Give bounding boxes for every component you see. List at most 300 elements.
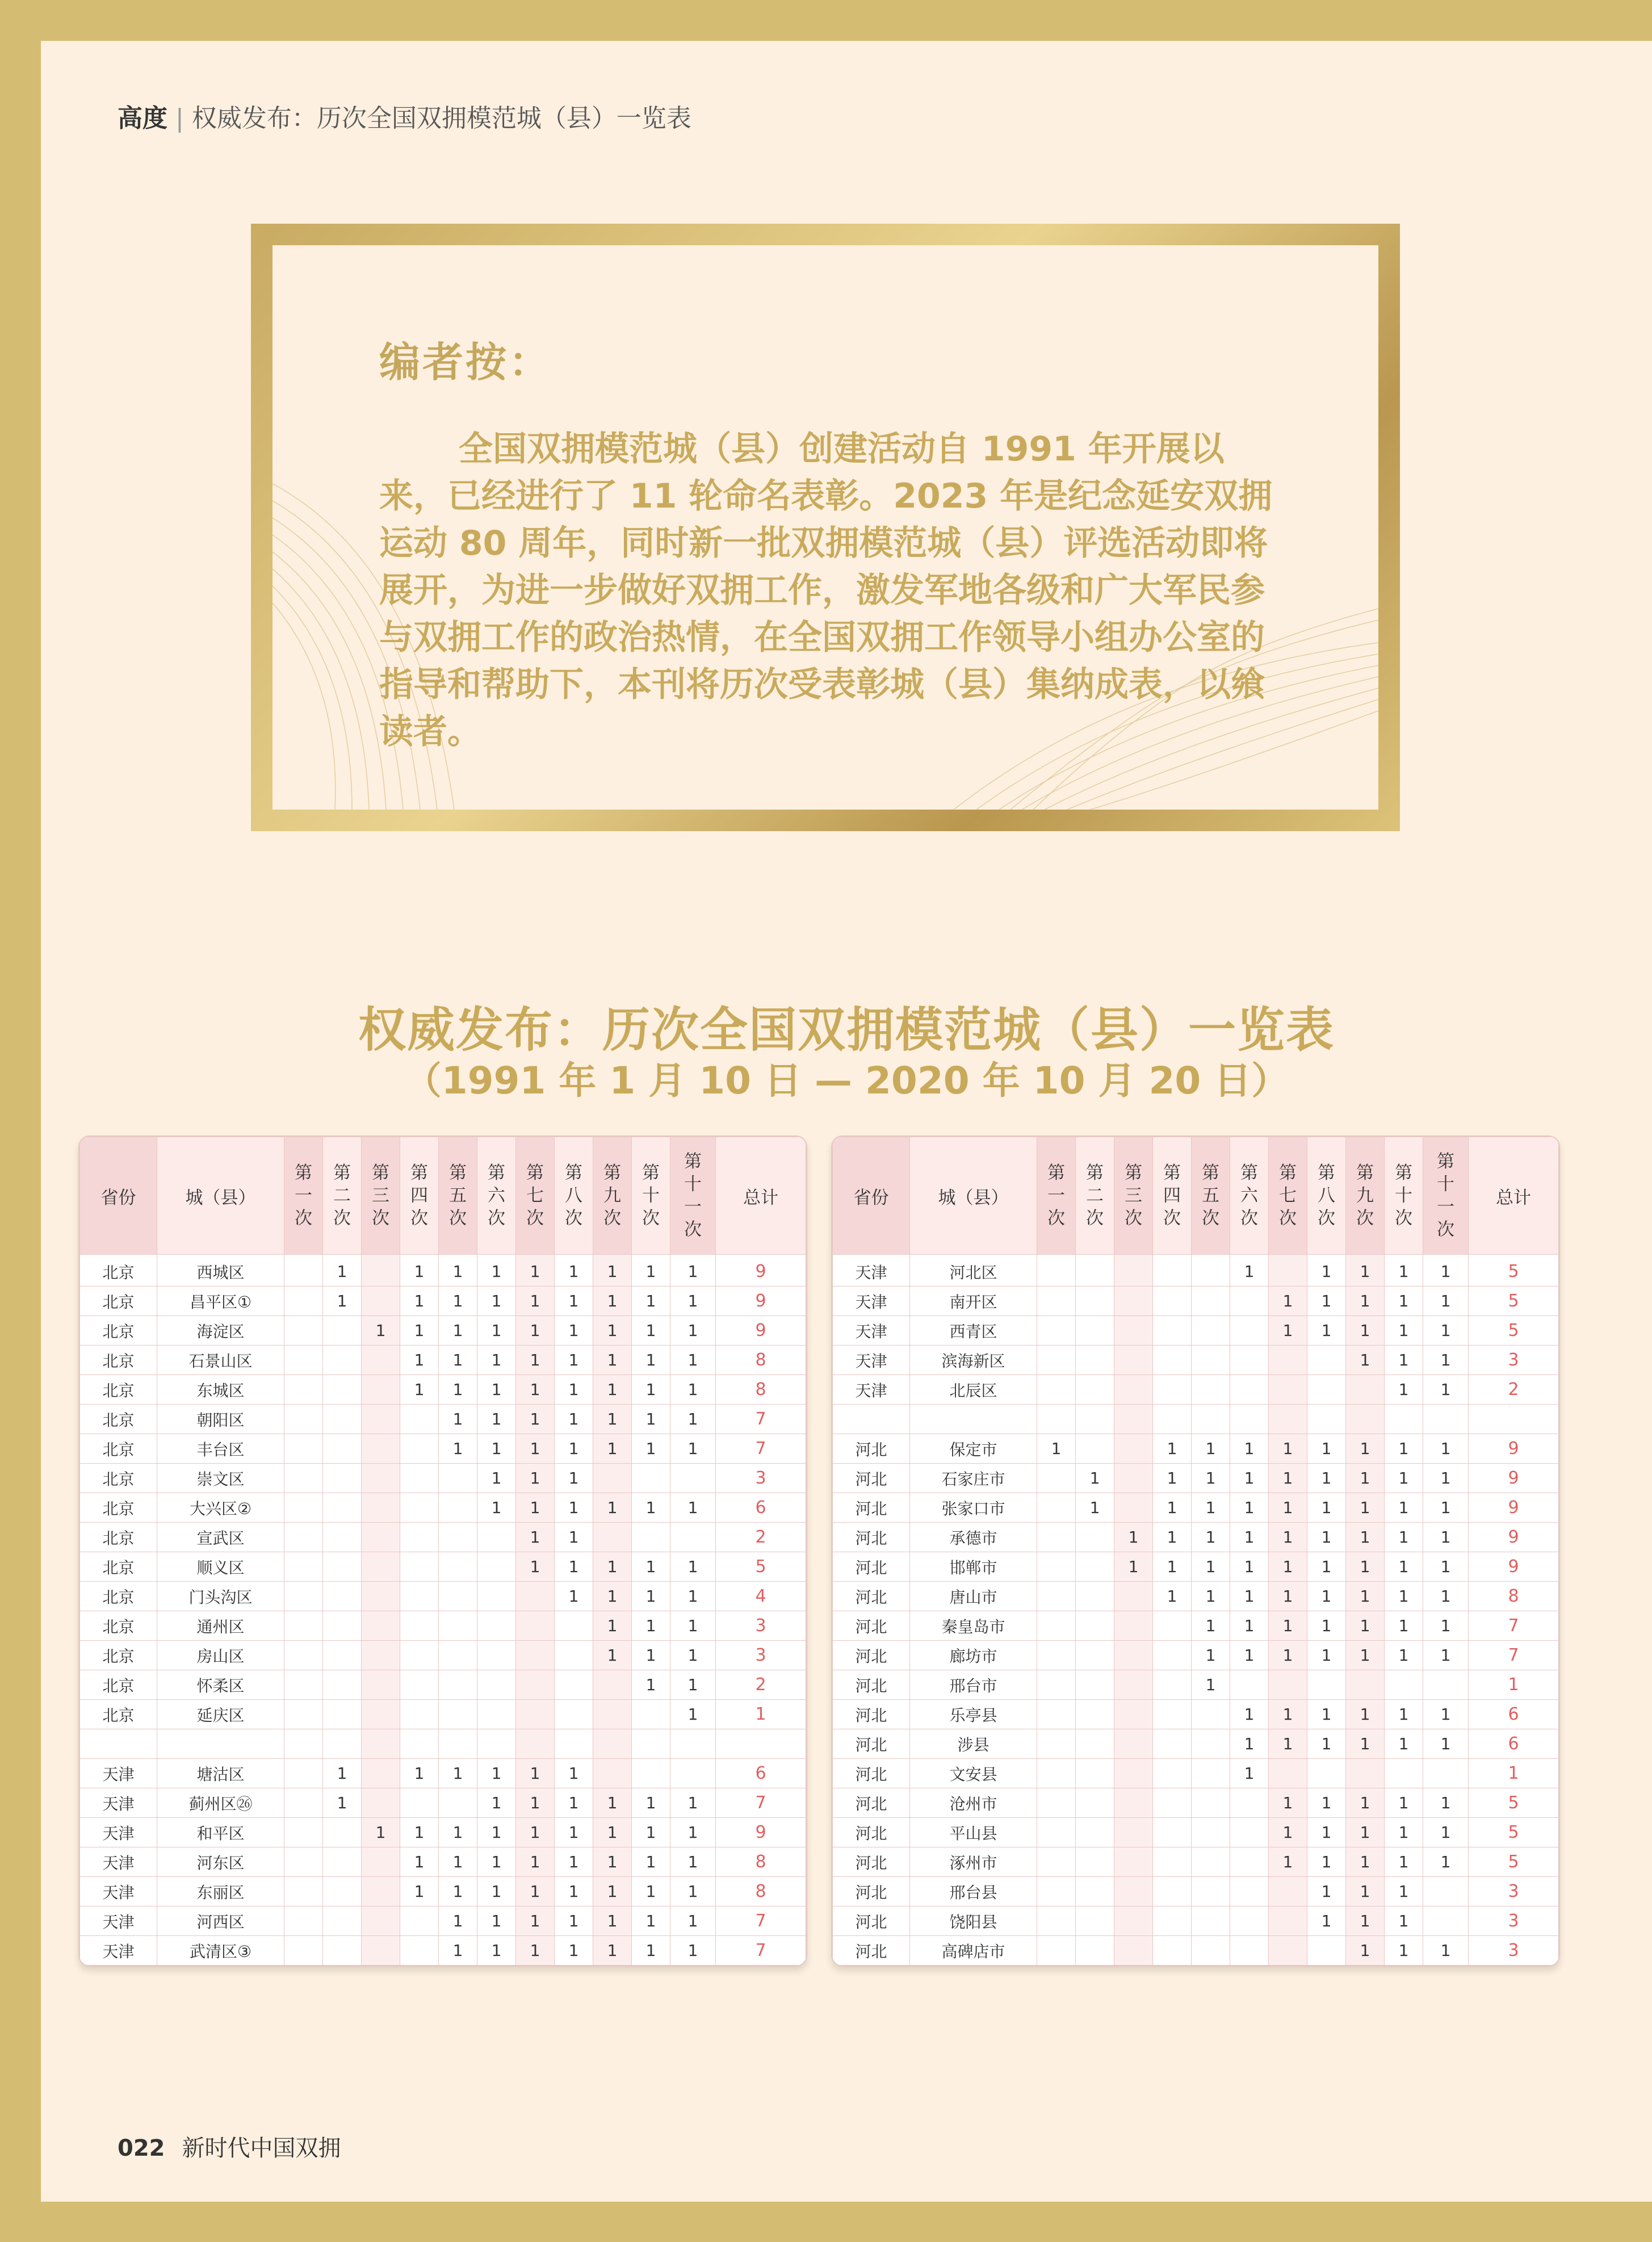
- cell-round-7: 1: [1269, 1847, 1307, 1877]
- cell-round-10: 1: [1385, 1316, 1423, 1346]
- cell-round-3: [362, 1493, 400, 1523]
- cell-round-6: 1: [477, 1759, 516, 1788]
- table-row: [80, 1552, 806, 1582]
- cell-round-7: 1: [1269, 1493, 1307, 1523]
- table-row: [833, 1611, 1559, 1641]
- cell-province: 天津: [80, 1788, 157, 1818]
- cell-province: 河北: [833, 1877, 910, 1906]
- cell-round-10: 1: [632, 1582, 670, 1611]
- cell-round-11: 1: [1423, 1818, 1469, 1847]
- cell-round-9: 1: [593, 1582, 632, 1611]
- cell-round-8: 1: [555, 1434, 593, 1464]
- header-round-9: 第九次: [1346, 1137, 1385, 1255]
- cell-round-7: 1: [516, 1847, 555, 1877]
- cell-round-2: [1076, 1611, 1114, 1641]
- cell-round-9: 1: [1346, 1906, 1385, 1936]
- cell-round-5: [1192, 1375, 1230, 1405]
- cell-round-4: 1: [400, 1375, 439, 1405]
- cell-round-8: [555, 1729, 593, 1759]
- cell-round-8: 1: [1307, 1906, 1346, 1936]
- cell-round-8: 1: [1307, 1729, 1346, 1759]
- cell-round-8: 1: [555, 1346, 593, 1375]
- cell-round-4: [1153, 1255, 1192, 1286]
- cell-round-11: 1: [1423, 1434, 1469, 1464]
- cell-round-3: 1: [1114, 1552, 1153, 1582]
- cell-city: 北辰区: [910, 1375, 1037, 1405]
- cell-round-6: 1: [1230, 1759, 1269, 1788]
- cell-total: 5: [716, 1552, 806, 1582]
- cell-round-3: [362, 1405, 400, 1434]
- cell-province: 天津: [80, 1936, 157, 1966]
- cell-round-5: [439, 1700, 477, 1729]
- cell-round-1: [284, 1346, 323, 1375]
- cell-round-4: [1153, 1641, 1192, 1670]
- header-round-1: 第一次: [284, 1137, 323, 1255]
- cell-round-8: 1: [555, 1877, 593, 1906]
- cell-round-11: [670, 1759, 716, 1788]
- cell-round-4: [400, 1641, 439, 1670]
- cell-round-3: [1114, 1493, 1153, 1523]
- cell-city: 海淀区: [157, 1316, 284, 1346]
- cell-round-3: [362, 1788, 400, 1818]
- cell-round-1: [1037, 1464, 1076, 1493]
- header-round-10: 第十次: [632, 1137, 670, 1255]
- page: [41, 41, 1652, 2202]
- cell-round-3: [1114, 1818, 1153, 1847]
- cell-province: [80, 1729, 157, 1759]
- cell-round-5: [439, 1464, 477, 1493]
- cell-total: 3: [1469, 1936, 1559, 1966]
- cell-round-11: 1: [670, 1405, 716, 1434]
- cell-round-8: 1: [1307, 1818, 1346, 1847]
- header-round-5: 第五次: [1192, 1137, 1230, 1255]
- cell-round-4: [400, 1729, 439, 1759]
- cell-round-2: [323, 1936, 362, 1966]
- cell-round-2: [1076, 1255, 1114, 1286]
- cell-round-7: 1: [516, 1464, 555, 1493]
- cell-round-1: [284, 1493, 323, 1523]
- cell-province: 河北: [833, 1936, 910, 1966]
- cell-round-8: [555, 1700, 593, 1729]
- cell-round-3: [1114, 1700, 1153, 1729]
- cell-round-4: [400, 1464, 439, 1493]
- cell-round-7: 1: [516, 1818, 555, 1847]
- cell-round-7: [1269, 1906, 1307, 1936]
- cell-city: 沧州市: [910, 1788, 1037, 1818]
- cell-round-7: 1: [516, 1375, 555, 1405]
- cell-round-1: [1037, 1552, 1076, 1582]
- cell-round-9: 1: [1346, 1818, 1385, 1847]
- cell-round-2: [1076, 1906, 1114, 1936]
- cell-total: [716, 1729, 806, 1759]
- cell-round-10: 1: [632, 1906, 670, 1936]
- cell-round-8: 1: [1307, 1464, 1346, 1493]
- cell-round-4: [400, 1582, 439, 1611]
- cell-round-10: 1: [632, 1375, 670, 1405]
- cell-round-6: 1: [477, 1286, 516, 1316]
- cell-round-4: [400, 1405, 439, 1434]
- cell-round-1: [284, 1788, 323, 1818]
- cell-round-10: [1385, 1670, 1423, 1700]
- cell-round-10: 1: [1385, 1493, 1423, 1523]
- cell-round-4: [1153, 1729, 1192, 1759]
- cell-total: 5: [1469, 1818, 1559, 1847]
- cell-round-11: 1: [1423, 1847, 1469, 1877]
- cell-round-6: 1: [477, 1255, 516, 1286]
- cell-round-3: [362, 1611, 400, 1641]
- cell-round-7: [516, 1641, 555, 1670]
- cell-round-6: [477, 1670, 516, 1700]
- cell-round-2: 1: [1076, 1493, 1114, 1523]
- cell-round-10: 1: [1385, 1286, 1423, 1316]
- cell-round-2: [1076, 1818, 1114, 1847]
- cell-round-4: 1: [400, 1877, 439, 1906]
- header-round-11: 第十一次: [670, 1137, 716, 1255]
- cell-province: 天津: [833, 1346, 910, 1375]
- cell-round-2: [1076, 1729, 1114, 1759]
- cell-round-3: [362, 1255, 400, 1286]
- cell-round-8: [555, 1611, 593, 1641]
- cell-province: 天津: [80, 1906, 157, 1936]
- table-row: [80, 1286, 806, 1316]
- cell-total: 7: [1469, 1641, 1559, 1670]
- cell-round-2: [323, 1611, 362, 1641]
- cell-total: 5: [1469, 1316, 1559, 1346]
- cell-city: 门头沟区: [157, 1582, 284, 1611]
- cell-province: 北京: [80, 1405, 157, 1434]
- cell-city: 丰台区: [157, 1434, 284, 1464]
- cell-round-3: [362, 1759, 400, 1788]
- cell-round-9: 1: [1346, 1641, 1385, 1670]
- cell-round-5: [1192, 1936, 1230, 1966]
- cell-round-5: 1: [1192, 1523, 1230, 1552]
- page-header: [118, 98, 691, 134]
- cell-round-1: [1037, 1523, 1076, 1552]
- cell-total: 7: [716, 1906, 806, 1936]
- cell-province: 天津: [80, 1818, 157, 1847]
- cell-round-1: [1037, 1405, 1076, 1434]
- cell-round-5: [439, 1582, 477, 1611]
- cell-round-3: [1114, 1936, 1153, 1966]
- cell-round-11: [1423, 1405, 1469, 1434]
- cell-round-11: [1423, 1670, 1469, 1700]
- cell-round-8: 1: [555, 1286, 593, 1316]
- cell-round-3: 1: [362, 1316, 400, 1346]
- table-row: [80, 1493, 806, 1523]
- cell-round-2: [323, 1818, 362, 1847]
- cell-round-6: [1230, 1906, 1269, 1936]
- cell-round-6: [1230, 1847, 1269, 1877]
- cell-round-5: [1192, 1316, 1230, 1346]
- cell-round-4: [400, 1523, 439, 1552]
- cell-round-4: 1: [1153, 1493, 1192, 1523]
- cell-round-2: [323, 1523, 362, 1552]
- cell-round-7: 1: [516, 1906, 555, 1936]
- editor-note-panel: [272, 245, 1378, 810]
- cell-round-10: 1: [1385, 1641, 1423, 1670]
- cell-round-2: [323, 1729, 362, 1759]
- cell-round-2: [323, 1641, 362, 1670]
- header-separator: |: [175, 104, 184, 133]
- cell-round-3: [362, 1523, 400, 1552]
- cell-total: 1: [1469, 1759, 1559, 1788]
- header-round-7: 第七次: [1269, 1137, 1307, 1255]
- cell-round-1: [284, 1375, 323, 1405]
- cell-round-7: 1: [516, 1255, 555, 1286]
- cell-round-8: [1307, 1759, 1346, 1788]
- cell-round-8: 1: [555, 1493, 593, 1523]
- cell-round-11: 1: [1423, 1729, 1469, 1759]
- cell-round-4: 1: [400, 1286, 439, 1316]
- cell-round-1: [1037, 1493, 1076, 1523]
- cell-round-8: 1: [555, 1405, 593, 1434]
- table-row: [833, 1670, 1559, 1700]
- cell-round-8: [1307, 1375, 1346, 1405]
- cell-round-2: [323, 1670, 362, 1700]
- cell-round-10: 1: [632, 1936, 670, 1966]
- table-body: [80, 1255, 806, 1966]
- cell-round-6: 1: [477, 1906, 516, 1936]
- cell-round-11: 1: [670, 1552, 716, 1582]
- table-row: [80, 1641, 806, 1670]
- cell-round-10: 1: [1385, 1729, 1423, 1759]
- cell-round-3: [1114, 1759, 1153, 1788]
- cell-round-3: [1114, 1346, 1153, 1375]
- cell-round-10: 1: [1385, 1346, 1423, 1375]
- header-round-8: 第八次: [1307, 1137, 1346, 1255]
- cell-total: 9: [1469, 1434, 1559, 1464]
- cell-round-8: 1: [1307, 1582, 1346, 1611]
- cell-city: 秦皇岛市: [910, 1611, 1037, 1641]
- cell-total: 1: [716, 1700, 806, 1729]
- cell-round-11: [1423, 1877, 1469, 1906]
- cell-round-10: [632, 1523, 670, 1552]
- cell-round-5: 1: [439, 1818, 477, 1847]
- cell-total: 7: [716, 1788, 806, 1818]
- cell-province: 天津: [80, 1847, 157, 1877]
- cell-round-8: 1: [1307, 1552, 1346, 1582]
- table-row: [80, 1788, 806, 1818]
- cell-round-7: 1: [1269, 1552, 1307, 1582]
- cell-round-5: 1: [439, 1847, 477, 1877]
- cell-round-3: [362, 1641, 400, 1670]
- cell-round-6: 1: [477, 1877, 516, 1906]
- cell-round-6: 1: [477, 1936, 516, 1966]
- cell-round-9: 1: [1346, 1936, 1385, 1966]
- cell-round-5: 1: [439, 1906, 477, 1936]
- table-row: [80, 1877, 806, 1906]
- table-row: [833, 1700, 1559, 1729]
- table-row: [833, 1493, 1559, 1523]
- cell-round-11: 1: [670, 1936, 716, 1966]
- cell-round-7: 1: [1269, 1788, 1307, 1818]
- cell-round-4: [400, 1552, 439, 1582]
- cell-round-10: 1: [632, 1877, 670, 1906]
- cell-round-5: [1192, 1788, 1230, 1818]
- cell-round-11: 1: [670, 1670, 716, 1700]
- table-row: [80, 1670, 806, 1700]
- cell-province: 天津: [833, 1255, 910, 1286]
- cell-total: 3: [1469, 1906, 1559, 1936]
- table-row: [833, 1818, 1559, 1847]
- cell-province: 河北: [833, 1611, 910, 1641]
- cell-round-11: 1: [1423, 1493, 1469, 1523]
- table-row: [833, 1552, 1559, 1582]
- table-row: [80, 1346, 806, 1375]
- cell-round-4: [1153, 1670, 1192, 1700]
- cell-round-7: [1269, 1405, 1307, 1434]
- cell-round-1: [284, 1611, 323, 1641]
- cell-round-1: [1037, 1877, 1076, 1906]
- header-title: 权威发布：历次全国双拥模范城（县）一览表: [191, 104, 691, 133]
- cell-total: 8: [1469, 1582, 1559, 1611]
- table-date-range: （1991 年 1 月 10 日 — 2020 年 10 月 20 日）: [404, 1059, 1289, 1103]
- cell-province: 北京: [80, 1611, 157, 1641]
- cell-round-3: [1114, 1670, 1153, 1700]
- cell-round-11: 1: [670, 1286, 716, 1316]
- cell-round-7: 1: [1269, 1582, 1307, 1611]
- header-round-2: 第二次: [323, 1137, 362, 1255]
- cell-round-6: 1: [1230, 1552, 1269, 1582]
- cell-round-7: [516, 1582, 555, 1611]
- cell-round-10: 1: [632, 1405, 670, 1434]
- header-round-7: 第七次: [516, 1137, 555, 1255]
- cell-city: 顺义区: [157, 1552, 284, 1582]
- cell-province: 河北: [833, 1729, 910, 1759]
- cell-round-3: [1114, 1286, 1153, 1316]
- header-round-8: 第八次: [555, 1137, 593, 1255]
- editor-note-title: 编者按：: [379, 338, 552, 386]
- honor-table-left: [78, 1135, 807, 1967]
- cell-round-10: 1: [1385, 1906, 1423, 1936]
- cell-round-9: 1: [1346, 1582, 1385, 1611]
- cell-round-9: 1: [593, 1405, 632, 1434]
- header-round-10: 第十次: [1385, 1137, 1423, 1255]
- table-row: [80, 1700, 806, 1729]
- cell-round-6: [1230, 1670, 1269, 1700]
- cell-round-4: [400, 1493, 439, 1523]
- cell-round-6: 1: [1230, 1611, 1269, 1641]
- cell-round-2: [1076, 1641, 1114, 1670]
- cell-round-7: 1: [1269, 1316, 1307, 1346]
- cell-city: 怀柔区: [157, 1670, 284, 1700]
- cell-round-2: [323, 1847, 362, 1877]
- cell-round-9: 1: [593, 1375, 632, 1405]
- cell-round-6: 1: [477, 1405, 516, 1434]
- table-row: [80, 1316, 806, 1346]
- cell-province: 北京: [80, 1255, 157, 1286]
- cell-round-2: 1: [323, 1286, 362, 1316]
- table-row: [833, 1729, 1559, 1759]
- cell-province: 河北: [833, 1759, 910, 1788]
- cell-round-11: 1: [670, 1847, 716, 1877]
- cell-round-7: 1: [1269, 1286, 1307, 1316]
- cell-round-5: [439, 1552, 477, 1582]
- cell-city: 河东区: [157, 1847, 284, 1877]
- cell-total: 7: [716, 1405, 806, 1434]
- cell-total: 4: [716, 1582, 806, 1611]
- cell-round-10: 1: [1385, 1552, 1423, 1582]
- cell-round-2: [1076, 1847, 1114, 1877]
- cell-round-5: [439, 1788, 477, 1818]
- table-row: [833, 1582, 1559, 1611]
- cell-round-3: [362, 1847, 400, 1877]
- cell-round-11: 1: [1423, 1700, 1469, 1729]
- cell-round-4: [1153, 1906, 1192, 1936]
- cell-round-2: [323, 1405, 362, 1434]
- cell-total: 7: [716, 1434, 806, 1464]
- cell-round-5: 1: [439, 1759, 477, 1788]
- cell-round-11: 1: [1423, 1375, 1469, 1405]
- cell-round-3: [1114, 1255, 1153, 1286]
- cell-round-9: 1: [1346, 1316, 1385, 1346]
- cell-round-8: 1: [555, 1552, 593, 1582]
- cell-province: 北京: [80, 1464, 157, 1493]
- cell-city: 承德市: [910, 1523, 1037, 1552]
- cell-total: 9: [1469, 1523, 1559, 1552]
- cell-round-1: [1037, 1729, 1076, 1759]
- header-round-11: 第十一次: [1423, 1137, 1469, 1255]
- cell-round-5: 1: [1192, 1434, 1230, 1464]
- cell-round-5: [1192, 1906, 1230, 1936]
- cell-province: 河北: [833, 1523, 910, 1552]
- cell-province: 河北: [833, 1641, 910, 1670]
- header-round-5: 第五次: [439, 1137, 477, 1255]
- cell-round-8: 1: [1307, 1493, 1346, 1523]
- cell-round-11: 1: [670, 1582, 716, 1611]
- cell-round-2: [1076, 1759, 1114, 1788]
- cell-round-6: [477, 1700, 516, 1729]
- cell-province: 北京: [80, 1316, 157, 1346]
- cell-total: 6: [1469, 1700, 1559, 1729]
- header-round-4: 第四次: [400, 1137, 439, 1255]
- cell-round-10: [632, 1700, 670, 1729]
- cell-round-2: [323, 1552, 362, 1582]
- cell-round-4: [1153, 1375, 1192, 1405]
- cell-round-1: [284, 1316, 323, 1346]
- cell-round-5: 1: [1192, 1493, 1230, 1523]
- cell-round-11: 1: [670, 1255, 716, 1286]
- cell-round-3: 1: [362, 1818, 400, 1847]
- cell-round-11: 1: [670, 1788, 716, 1818]
- cell-round-5: 1: [1192, 1464, 1230, 1493]
- cell-round-8: 1: [555, 1464, 593, 1493]
- cell-round-7: 1: [1269, 1464, 1307, 1493]
- cell-province: 天津: [80, 1759, 157, 1788]
- cell-round-4: [1153, 1700, 1192, 1729]
- cell-total: 2: [1469, 1375, 1559, 1405]
- cell-round-11: 1: [670, 1434, 716, 1464]
- header-round-1: 第一次: [1037, 1137, 1076, 1255]
- cell-city: 涿州市: [910, 1847, 1037, 1877]
- cell-round-2: [1076, 1788, 1114, 1818]
- cell-round-2: [1076, 1936, 1114, 1966]
- cell-round-9: 1: [1346, 1464, 1385, 1493]
- cell-round-7: [1269, 1670, 1307, 1700]
- cell-round-2: 1: [323, 1788, 362, 1818]
- cell-province: 河北: [833, 1434, 910, 1464]
- cell-province: 北京: [80, 1700, 157, 1729]
- cell-city: 乐亭县: [910, 1700, 1037, 1729]
- cell-round-1: [284, 1641, 323, 1670]
- cell-round-6: [477, 1523, 516, 1552]
- cell-round-1: [1037, 1286, 1076, 1316]
- cell-city: 蓟州区㉖: [157, 1788, 284, 1818]
- cell-round-7: 1: [516, 1759, 555, 1788]
- cell-province: 天津: [833, 1316, 910, 1346]
- cell-province: 河北: [833, 1818, 910, 1847]
- cell-round-10: 1: [1385, 1523, 1423, 1552]
